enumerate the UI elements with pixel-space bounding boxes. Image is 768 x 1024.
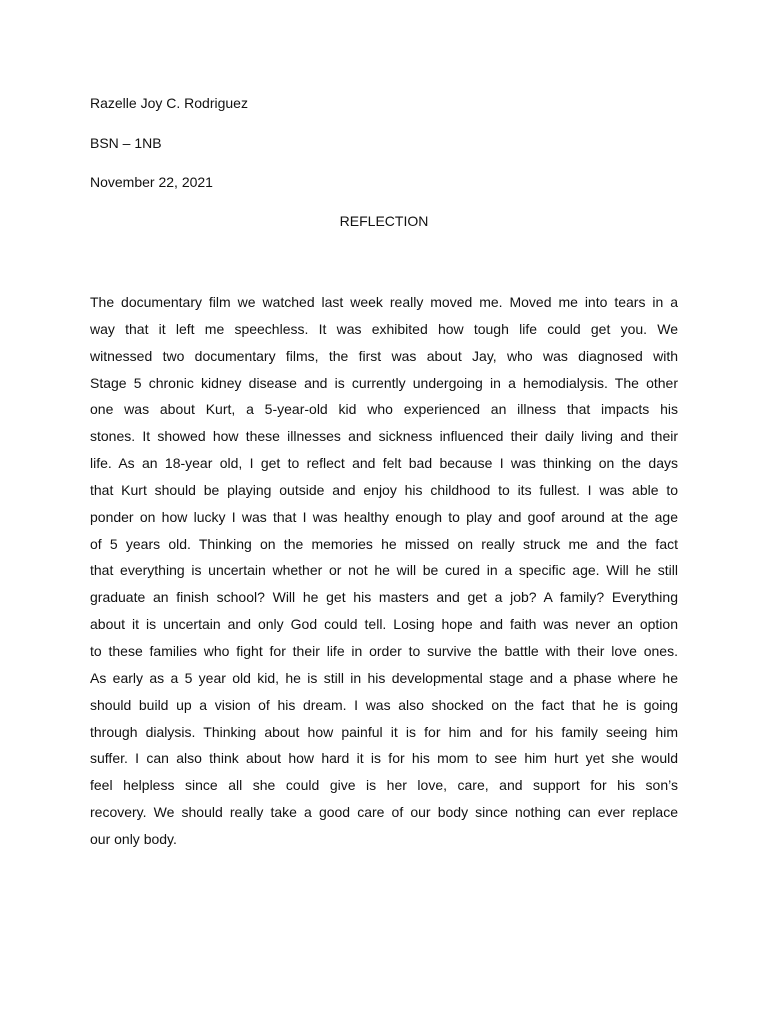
body-line: witnessed two documentary films, the first was about Jay, who was diagnosed with xyxy=(90,347,678,364)
body-line: through dialysis. Thinking about how painful it is for him and for his family seeing him xyxy=(90,723,678,740)
body-line: life. As an 18-year old, I get to reflect and felt bad because I was thinking on the days xyxy=(90,455,678,472)
body-line: that Kurt should be playing outside and enjoy his childhood to its fullest. I was able to xyxy=(90,481,678,498)
course-section: BSN – 1NB xyxy=(90,135,162,151)
body-line: about it is uncertain and only God could tell. Losing hope and faith was never an option xyxy=(90,616,678,633)
body-line: The documentary film we watched last week really moved me. Moved me into tears in a xyxy=(90,294,678,310)
body-line: feel helpless since all she could give is her love, care, and support for his son’s xyxy=(90,777,678,794)
body-line: As early as a 5 year old kid, he is still in his developmental stage and a phase where he xyxy=(90,669,678,686)
body-line: graduate an finish school? Will he get his masters and get a job? A family? Everything xyxy=(90,589,678,606)
body-line: to these families who fight for their life in order to survive the battle with their love ones. xyxy=(90,642,678,659)
body-line: of 5 years old. Thinking on the memories he missed on really struck me and the fact xyxy=(90,535,678,552)
body-line: recovery. We should really take a good care of our body since nothing can ever replace xyxy=(90,804,678,821)
reflection-body xyxy=(90,289,678,853)
body-line: that everything is uncertain whether or not he will be cured in a specific age. Will he still xyxy=(90,562,678,579)
body-line: should build up a vision of his dream. I was also shocked on the fact that he is going xyxy=(90,696,678,713)
body-line: our only body. xyxy=(90,830,177,847)
body-line: way that it left me speechless. It was exhibited how tough life could get you. We xyxy=(90,320,678,337)
body-line: Stage 5 chronic kidney disease and is currently undergoing in a hemodialysis. The other xyxy=(90,374,678,391)
author-name: Razelle Joy C. Rodriguez xyxy=(90,95,248,111)
body-line: suffer. I can also think about how hard it is for his mom to see him hurt yet she would xyxy=(90,750,678,767)
body-line: ponder on how lucky I was that I was healthy enough to play and goof around at the age xyxy=(90,508,678,525)
document-date: November 22, 2021 xyxy=(90,174,213,190)
body-line: stones. It showed how these illnesses and sickness influenced their daily living and their xyxy=(90,428,678,445)
body-line: one was about Kurt, a 5-year-old kid who experienced an illness that impacts his xyxy=(90,401,678,418)
document-title: REFLECTION xyxy=(339,213,429,229)
